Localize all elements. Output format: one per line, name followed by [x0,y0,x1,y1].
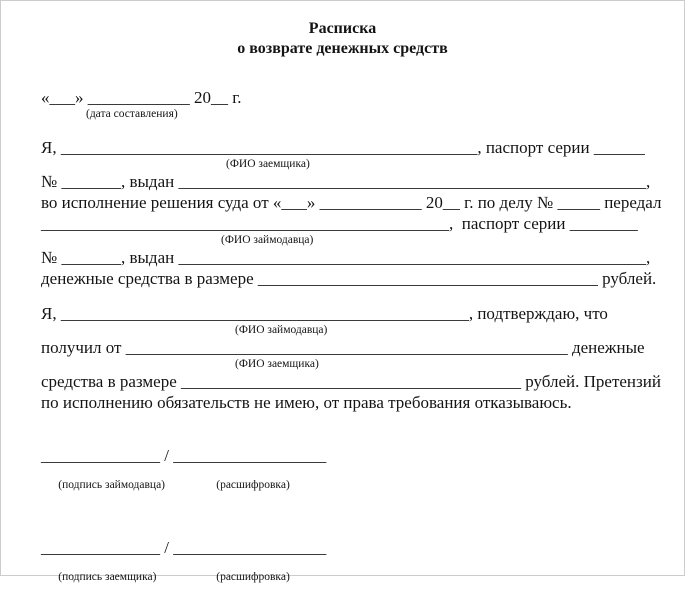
borrower-signature-captions [41,558,644,597]
lender-signature-block [41,445,644,505]
borrower-passport-line: № _______, выдан _______________________________________________________, [41,172,651,191]
lender-name-caption-2: (ФИО займодавца) [235,324,328,336]
document-title [41,19,644,59]
date-block [41,87,644,121]
no-claims-line: по исполнению обязательств не имею, от права требования отказываюсь. [41,393,572,412]
lender-transcript-caption: (расшифровка) [216,479,290,491]
title-line-2: о возврате денежных средств [237,40,448,57]
lender-name-caption: (ФИО займодавца) [221,234,314,246]
received-amount-line: средства в размере ________________________________________ рублей. Претензий [41,372,661,391]
lender-signature-captions [41,466,644,505]
lender-intro-line: Я, ________________________________________________, подтверждаю, что [41,304,608,323]
borrower-signature-caption: (подпись заемщика) [58,571,157,583]
borrower-name-caption: (ФИО заемщика) [226,158,310,170]
title-line-1: Расписка [308,20,377,37]
date-line: «___» ____________ 20__ г. [41,88,242,107]
received-from-line: получил от ____________________________________________________ денежные [41,338,645,357]
lender-signature-caption: (подпись займодавца) [58,479,166,491]
borrower-name-caption-2: (ФИО заемщика) [235,358,319,370]
borrower-transcript-caption: (расшифровка) [216,571,290,583]
lender-signature-line: ______________ / __________________ [41,446,327,465]
borrower-intro-line: Я, _________________________________________________, паспорт серии ______ [41,138,645,157]
lender-name-line: ________________________________________________, паспорт серии ________ [41,214,638,233]
borrower-signature-block [41,537,644,597]
court-decision-line: во исполнение решения суда от «___» ____________ 20__ г. по делу № _____ передал [41,193,662,212]
transferred-amount-line: денежные средства в размере ________________________________________ рублей. [41,269,657,288]
borrower-signature-line: ______________ / __________________ [41,538,327,557]
borrower-statement-paragraph [41,137,662,289]
date-caption: (дата составления) [86,108,178,120]
lender-confirmation-paragraph [41,303,661,413]
lender-passport-line: № _______, выдан _______________________________________________________, [41,248,651,267]
